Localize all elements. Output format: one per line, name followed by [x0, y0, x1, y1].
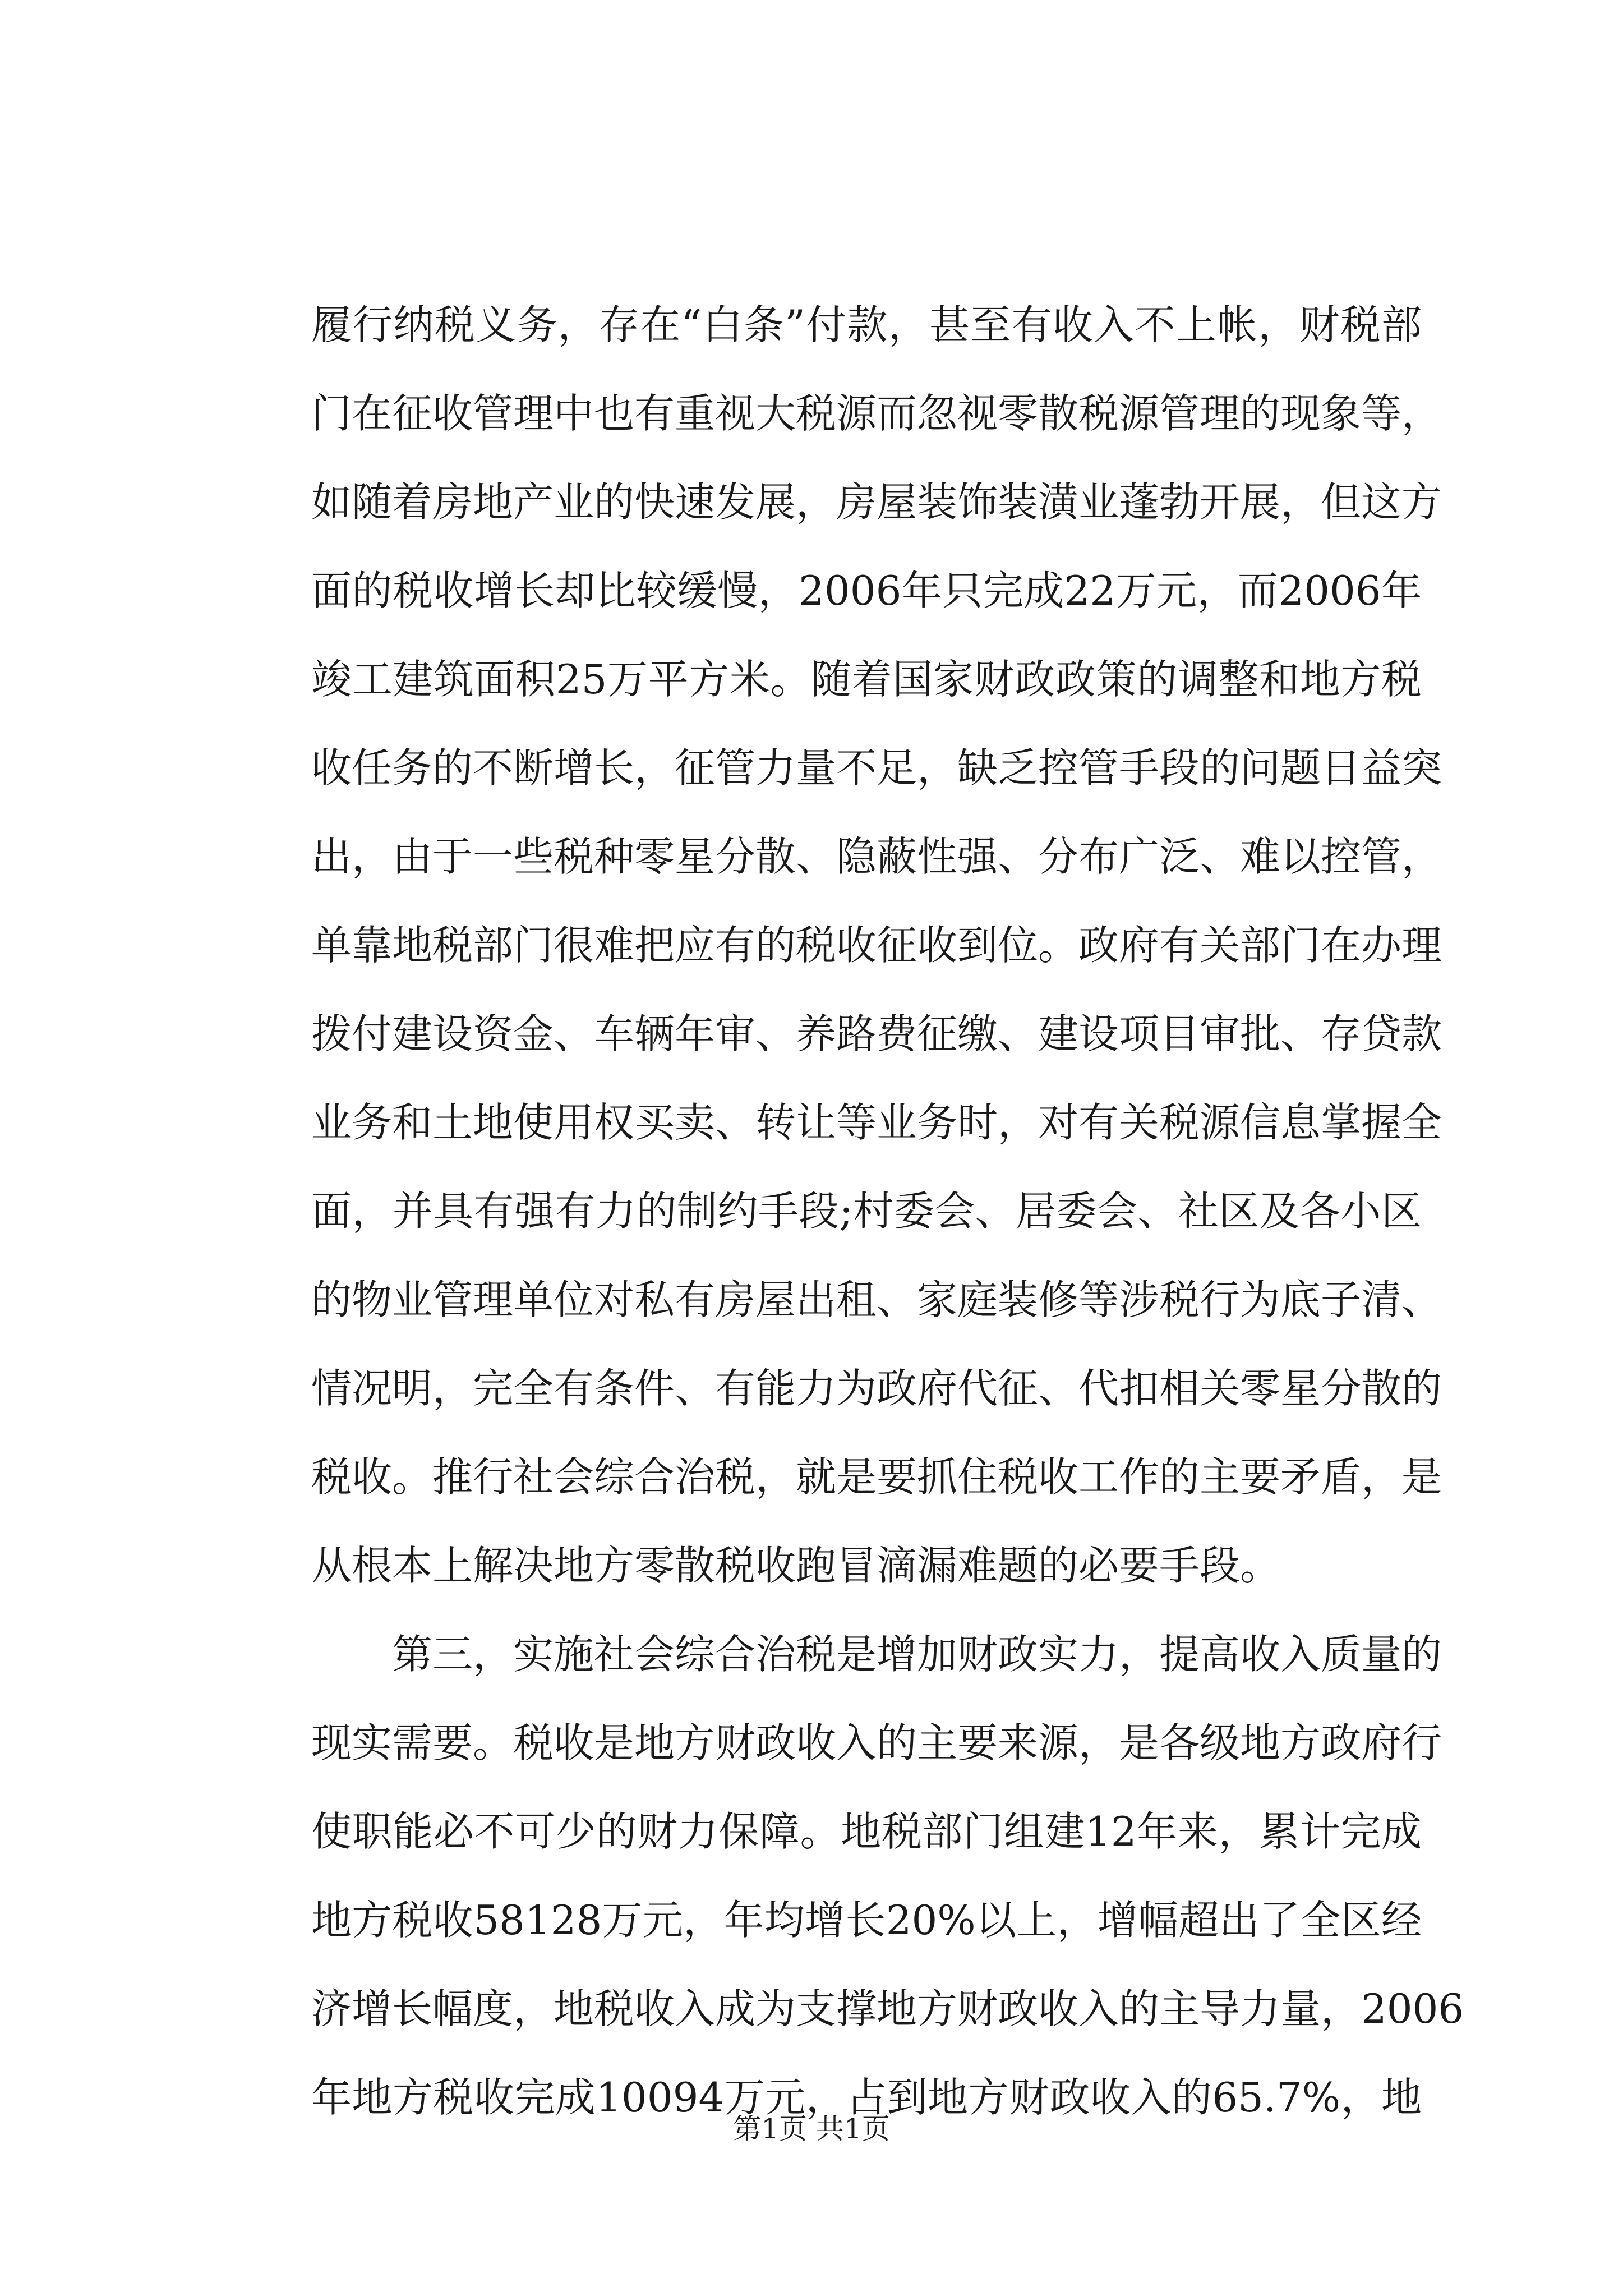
page-footer — [0, 2112, 1623, 2146]
text-line: 收任务的不断增长，征管力量不足，缺乏控管手段的问题日益突 — [311, 744, 1442, 792]
text-line: 面，并具有强有力的制约手段;村委会、居委会、社区及各小区 — [311, 1188, 1422, 1235]
text-line: 竣工建筑面积25万平方米。随着国家财政政策的调整和地方税 — [311, 656, 1422, 703]
text-line: 济增长幅度，地税收入成为支撑地方财政收入的主导力量，2006 — [311, 1985, 1464, 2032]
text-line: 业务和土地使用权买卖、转让等业务时，对有关税源信息掌握全 — [311, 1099, 1442, 1146]
text-line: 拨付建设资金、车辆年审、养路费征缴、建设项目审批、存贷款 — [311, 1010, 1442, 1057]
text-line: 门在征收管理中也有重视大税源而忽视零散税源管理的现象等， — [311, 390, 1442, 437]
text-line: 税收。推行社会综合治税，就是要抓住税收工作的主要矛盾，是 — [311, 1453, 1442, 1501]
text-line: 出，由于一些税种零星分散、隐蔽性强、分布广泛、难以控管， — [311, 833, 1442, 880]
text-line: 情况明，完全有条件、有能力为政府代征、代扣相关零星分散的 — [311, 1365, 1442, 1412]
text-line: 现实需要。税收是地方财政收入的主要来源，是各级地方政府行 — [311, 1719, 1442, 1766]
paragraph-first-line: 第三，实施社会综合治税是增加财政实力，提高收入质量的 — [392, 1631, 1442, 1678]
text-line: 地方税收58128万元，年均增长20%以上，增幅超出了全区经 — [311, 1897, 1422, 1944]
document-body — [311, 280, 1464, 2142]
text-line: 如随着房地产业的快速发展，房屋装饰装潢业蓬勃开展，但这方 — [311, 478, 1442, 526]
text-line: 履行纳税义务，存在“白条”付款，甚至有收入不上帐，财税部 — [311, 301, 1422, 348]
text-line: 单靠地税部门很难把应有的税收征收到位。政府有关部门在办理 — [311, 922, 1442, 969]
text-line: 使职能必不可少的财力保障。地税部门组建12年来，累计完成 — [311, 1808, 1422, 1855]
page-number-label: 第1页 共1页 — [733, 2113, 890, 2145]
text-line: 从根本上解决地方零散税收跑冒滴漏难题的必要手段。 — [311, 1542, 1281, 1589]
text-line: 年地方税收完成10094万元，占到地方财政收入的65.7%，地 — [311, 2074, 1422, 2121]
text-line: 的物业管理单位对私有房屋出租、家庭装修等涉税行为底子清、 — [311, 1276, 1442, 1323]
text-line: 面的税收增长却比较缓慢，2006年只完成22万元，而2006年 — [311, 567, 1422, 614]
